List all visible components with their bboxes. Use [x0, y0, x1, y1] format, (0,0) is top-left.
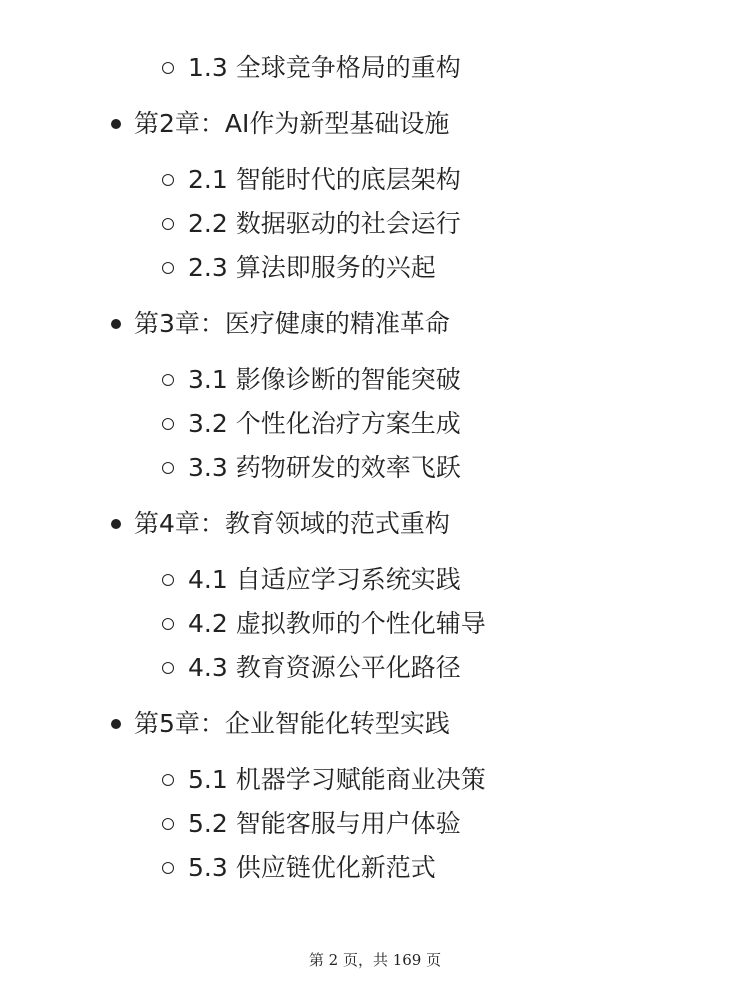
toc-section-text: 4.1 自适应学习系统实践	[188, 565, 461, 594]
hollow-circle-bullet-icon	[162, 618, 174, 630]
toc-section-text: 1.3 全球竞争格局的重构	[188, 53, 461, 82]
toc-section-text: 2.1 智能时代的底层架构	[188, 165, 461, 194]
hollow-circle-bullet-icon	[162, 262, 174, 274]
toc-chapter-item	[0, 104, 750, 144]
toc-section-item	[0, 760, 750, 800]
toc-section-text: 2.3 算法即服务的兴起	[188, 253, 436, 282]
toc-chapter-text: 第4章：教育领域的范式重构	[134, 509, 450, 538]
hollow-circle-bullet-icon	[162, 462, 174, 474]
toc-section-text: 5.3 供应链优化新范式	[188, 853, 436, 882]
hollow-circle-bullet-icon	[162, 774, 174, 786]
toc-chapter-text: 第5章：企业智能化转型实践	[134, 709, 450, 738]
filled-circle-bullet-icon	[111, 119, 121, 129]
page-number-footer: 第 2 页，共 169 页	[308, 951, 442, 969]
toc-section-item	[0, 404, 750, 444]
table-of-contents	[0, 48, 750, 892]
filled-circle-bullet-icon	[111, 319, 121, 329]
toc-section-item	[0, 848, 750, 888]
toc-section-text: 5.1 机器学习赋能商业决策	[188, 765, 486, 794]
toc-section-item	[0, 248, 750, 288]
hollow-circle-bullet-icon	[162, 174, 174, 186]
toc-section-item	[0, 648, 750, 688]
toc-chapter-item	[0, 304, 750, 344]
toc-section-text: 5.2 智能客服与用户体验	[188, 809, 461, 838]
toc-section-item	[0, 604, 750, 644]
filled-circle-bullet-icon	[111, 519, 121, 529]
toc-section-item	[0, 160, 750, 200]
toc-section-item	[0, 360, 750, 400]
toc-section-text: 4.2 虚拟教师的个性化辅导	[188, 609, 486, 638]
hollow-circle-bullet-icon	[162, 574, 174, 586]
toc-chapter-text: 第3章：医疗健康的精准革命	[134, 309, 450, 338]
hollow-circle-bullet-icon	[162, 218, 174, 230]
hollow-circle-bullet-icon	[162, 862, 174, 874]
hollow-circle-bullet-icon	[162, 818, 174, 830]
toc-section-item	[0, 448, 750, 488]
toc-chapter-item	[0, 504, 750, 544]
toc-chapter-item	[0, 704, 750, 744]
toc-section-item	[0, 560, 750, 600]
toc-section-text: 3.3 药物研发的效率飞跃	[188, 453, 461, 482]
toc-section-item	[0, 804, 750, 844]
toc-section-item	[0, 48, 750, 88]
toc-section-text: 3.2 个性化治疗方案生成	[188, 409, 461, 438]
toc-chapter-text: 第2章：AI作为新型基础设施	[134, 109, 450, 138]
hollow-circle-bullet-icon	[162, 62, 174, 74]
filled-circle-bullet-icon	[111, 719, 121, 729]
toc-section-text: 4.3 教育资源公平化路径	[188, 653, 461, 682]
hollow-circle-bullet-icon	[162, 662, 174, 674]
hollow-circle-bullet-icon	[162, 374, 174, 386]
toc-section-text: 3.1 影像诊断的智能突破	[188, 365, 461, 394]
toc-section-item	[0, 204, 750, 244]
hollow-circle-bullet-icon	[162, 418, 174, 430]
toc-section-text: 2.2 数据驱动的社会运行	[188, 209, 461, 238]
